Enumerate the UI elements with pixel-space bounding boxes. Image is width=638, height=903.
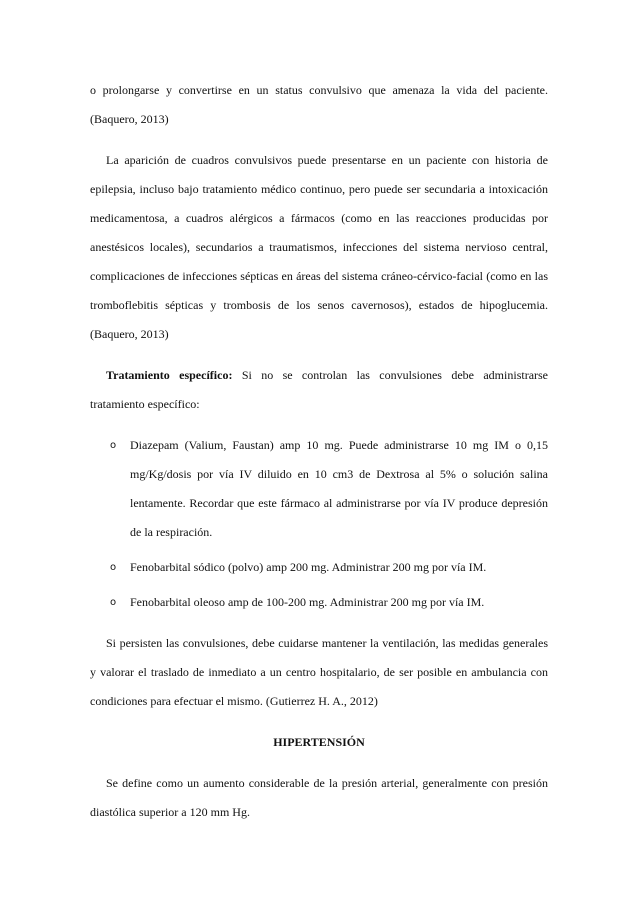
section-heading-hipertension: HIPERTENSIÓN: [273, 735, 365, 749]
list-item: [90, 553, 548, 582]
paragraph-persisten-convulsiones: Si persisten las convulsiones, debe cuidarse mantener la ventilación, las medidas generales y valorar el traslado de inmediato a un centro hospitalario, de ser posible en ambulancia con condiciones para efectuar el mismo. (Gutierrez H. A., 2012): [90, 636, 548, 708]
tratamiento-especifico-text: Si no se controlan las convulsiones debe administrarse tratamiento específico:: [90, 368, 549, 411]
paragraph-status-convulsivo: o prolongarse y convertirse en un status convulsivo que amenaza la vida del paciente. (Baquero, 2013): [90, 83, 548, 126]
bullet-circle-icon: o: [110, 597, 117, 608]
document-page: [90, 76, 548, 827]
list-item-text: Fenobarbital sódico (polvo) amp 200 mg. Administrar 200 mg por vía IM.: [130, 560, 487, 574]
list-item: [90, 588, 548, 617]
list-item-text: Fenobarbital oleoso amp de 100-200 mg. Administrar 200 mg por vía IM.: [130, 595, 485, 609]
tratamiento-especifico-label: Tratamiento específico:: [106, 368, 233, 382]
bullet-circle-icon: o: [110, 562, 117, 573]
paragraph-tratamiento-especifico: [90, 361, 548, 419]
bullet-circle-icon: o: [110, 440, 117, 451]
paragraph-cuadros-convulsivos: La aparición de cuadros convulsivos puede presentarse en un paciente con historia de epilepsia, incluso bajo tratamiento médico continuo, pero puede ser secundaria a intoxicación medicamentosa, a cuadros alérgicos a fármacos (como en las reacciones producidas por anestésicos locales), secundarios a traumatismos, infecciones del sistema nervioso central, complicaciones de infecciones sépticas en áreas del sistema cráneo-cérvico-facial (como en las tromboflebitis sépticas y trombosis de los senos cavernosos), estados de hipoglucemia. (Baquero, 2013): [90, 153, 548, 341]
list-item-text: Diazepam (Valium, Faustan) amp 10 mg. Puede administrarse 10 mg IM o 0,15 mg/Kg/dosis por vía IV diluido en 10 cm3 de Dextrosa al 5% o solución salina lentamente. Recordar que este fármaco al administrarse por vía IV produce depresión de la respiración.: [130, 438, 548, 539]
list-item: [90, 431, 548, 547]
treatment-list: [90, 431, 548, 617]
paragraph-hipertension-definicion: Se define como un aumento considerable de la presión arterial, generalmente con presión diastólica superior a 120 mm Hg.: [90, 776, 548, 819]
